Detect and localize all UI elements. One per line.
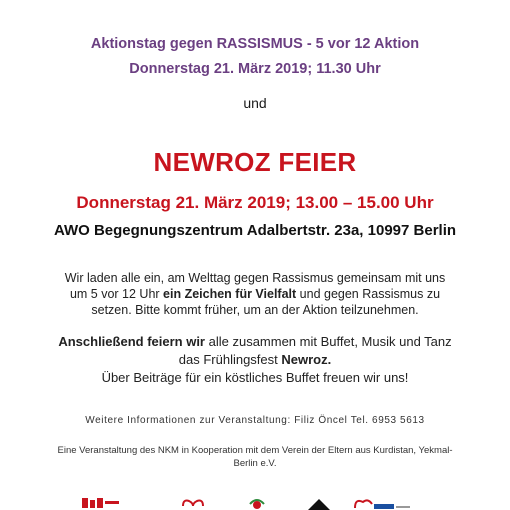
event-date: Donnerstag 21. März 2019; 13.00 – 15.00 Uhr <box>76 193 434 212</box>
invitation-paragraph <box>0 270 510 318</box>
flower-logo <box>248 496 266 510</box>
celebration-line-2: das Frühlingsfest Newroz. <box>178 352 332 367</box>
contact-info: Weitere Informationen zur Veranstaltung: Filiz Öncel Tel. 6953 5613 <box>85 415 425 426</box>
celebration-line-1: Anschließend feiern wir alle zusammen mit Buffet, Musik und Tanz <box>58 334 452 349</box>
organizer-note <box>0 444 510 470</box>
event-venue: AWO Begegnungszentrum Adalbertstr. 23a, 10997 Berlin <box>53 222 457 239</box>
event-title: NEWROZ FEIER <box>153 147 357 177</box>
heart-logo <box>180 496 206 510</box>
invitation-line-2: um 5 vor 12 Uhr ein Zeichen für Vielfalt und gegen Rassismus zu <box>69 287 441 301</box>
awo-logo <box>352 496 412 510</box>
house-logo <box>306 496 332 510</box>
logo-row <box>0 496 510 510</box>
invitation-line-3: setzen. Bitte kommt früher, um an der Aktion teilzunehmen. <box>91 303 419 317</box>
conjunction-text: und <box>243 95 267 111</box>
organizer-line-1: Eine Veranstaltung des NKM in Kooperation mit dem Verein der Eltern aus Kurdistan, Yekmal- <box>57 445 453 456</box>
organizer-line-2: Berlin e.V. <box>233 458 277 469</box>
action-day-heading: Aktionstag gegen RASSISMUS - 5 vor 12 Aktion <box>90 36 420 52</box>
celebration-paragraph <box>0 333 510 387</box>
action-day-date: Donnerstag 21. März 2019; 11.30 Uhr <box>129 61 381 77</box>
invitation-line-1: Wir laden alle ein, am Welttag gegen Rassismus gemeinsam mit uns <box>64 271 446 285</box>
celebration-line-3: Über Beiträge für ein köstliches Buffet freuen wir uns! <box>101 370 409 385</box>
nkm-logo <box>80 496 122 510</box>
